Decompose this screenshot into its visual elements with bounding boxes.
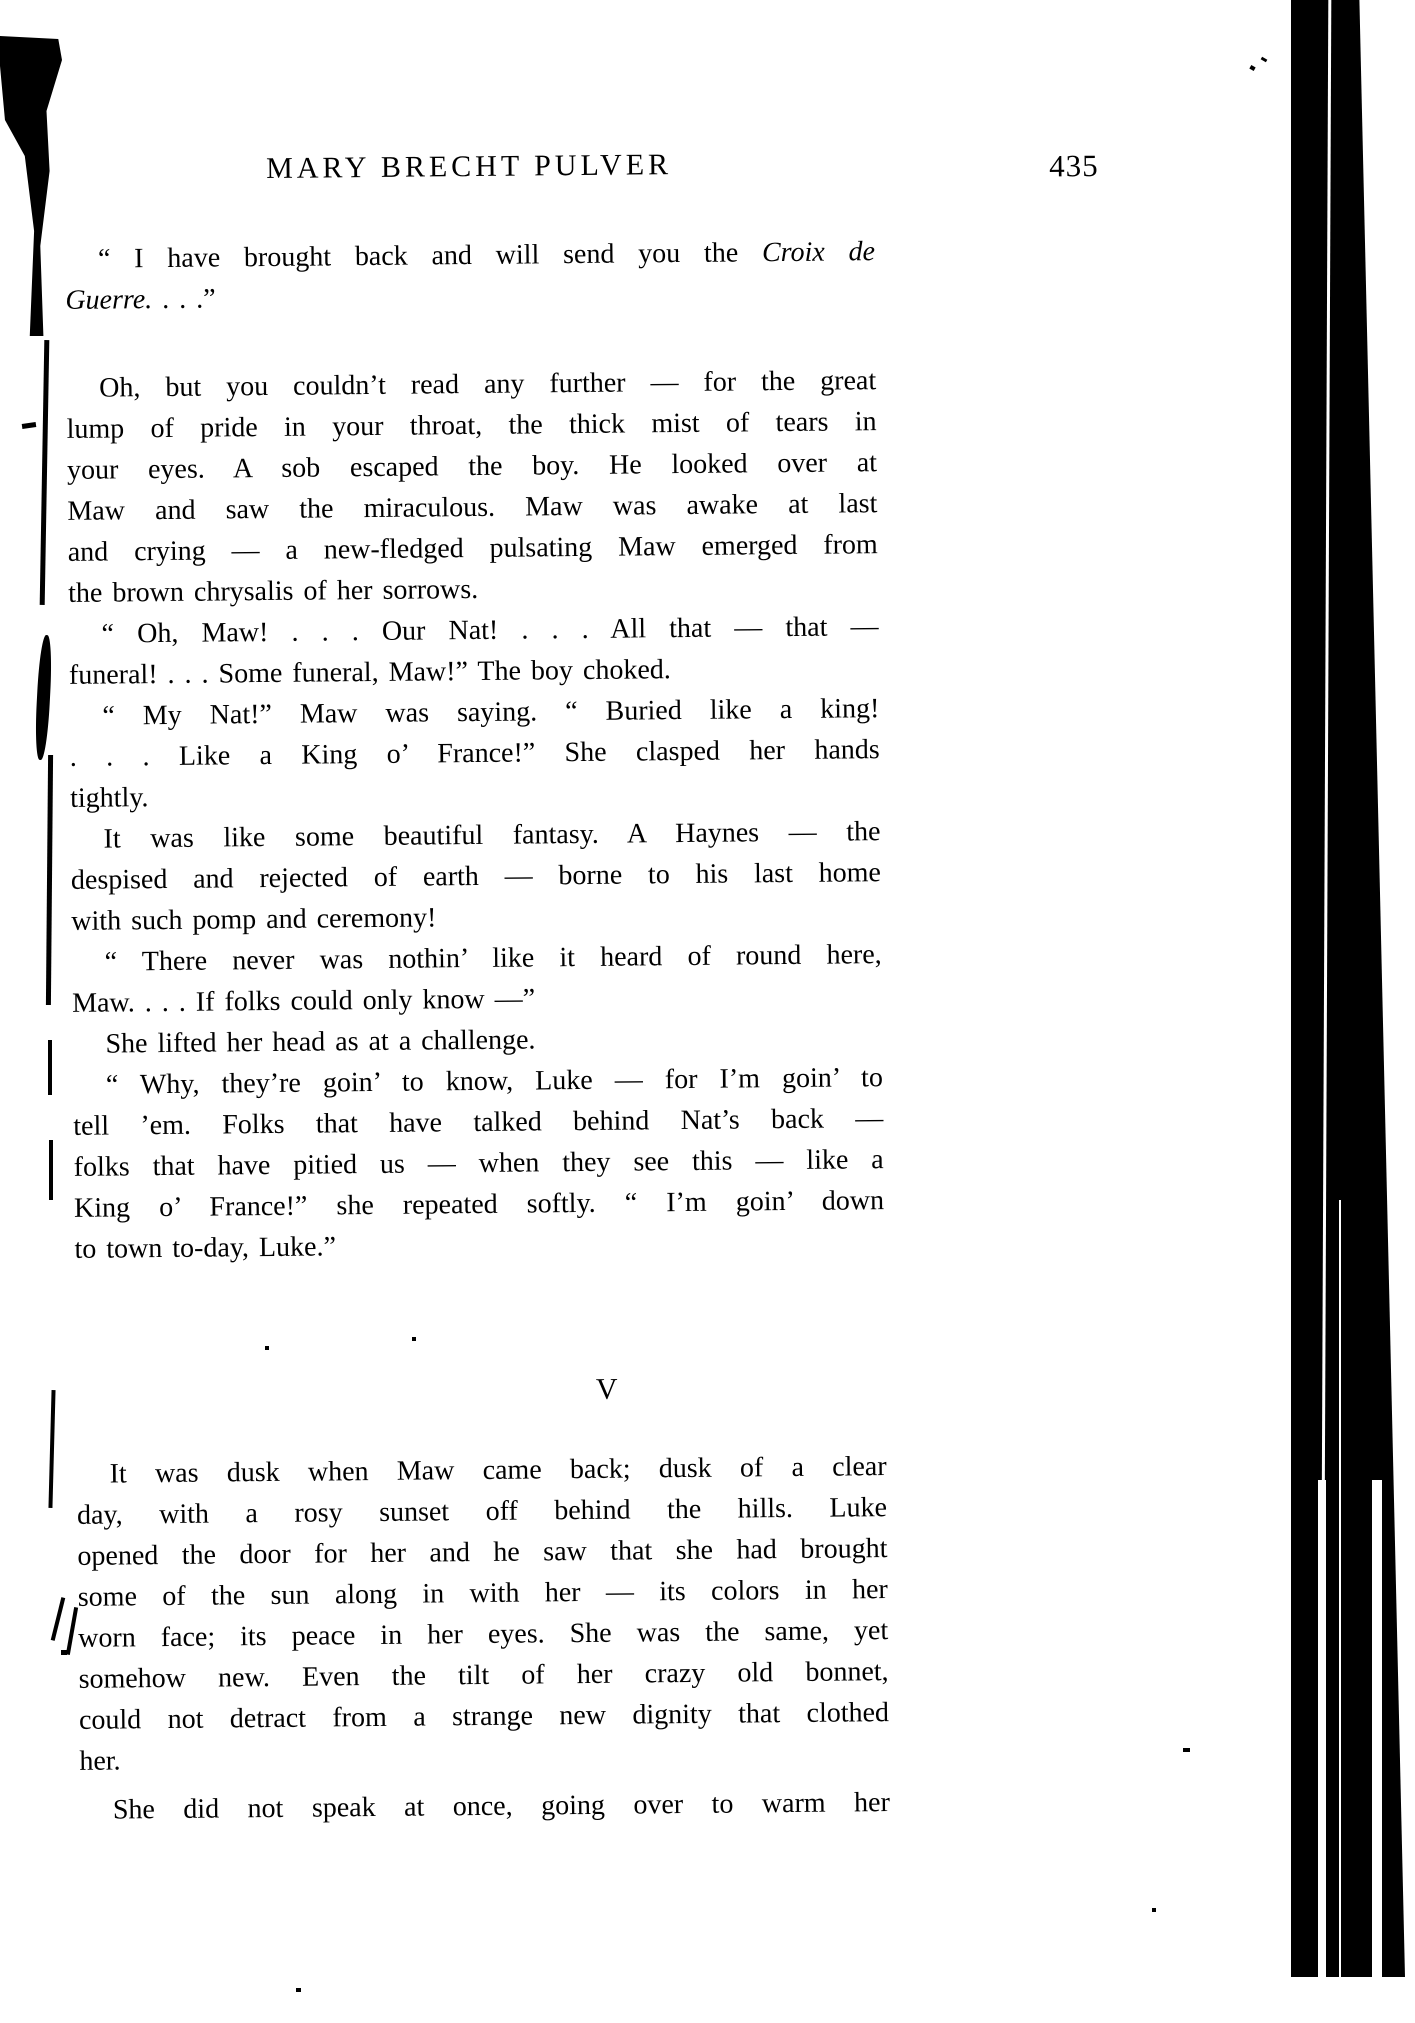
italic-text: Croix de — [761, 236, 876, 269]
text-line — [79, 1733, 889, 1782]
section — [76, 1366, 890, 1831]
text: despised and rejected of earth — borne to his last home — [70, 857, 882, 896]
paragraph — [70, 811, 881, 942]
text: She did not speak at once, going over to warm her — [112, 1787, 890, 1826]
scan-artifact-left-dash — [22, 422, 37, 429]
paragraph — [76, 1446, 889, 1782]
scan-artifact-bar-gap — [1318, 1480, 1326, 1977]
paragraph — [68, 606, 879, 696]
text: the brown chrysalis of her sorrows. — [68, 573, 479, 609]
scan-artifact-speck — [1249, 65, 1255, 71]
running-header — [64, 146, 1099, 195]
text: day, with a rosy sunset off behind the hills. Luke — [76, 1492, 888, 1531]
text-line — [71, 852, 881, 901]
text-line — [68, 524, 878, 573]
body-sections — [65, 231, 890, 1831]
text-line — [70, 729, 880, 778]
scan-artifact-bar-gap — [1372, 1480, 1382, 1977]
italic-text: Guerre. — [65, 284, 153, 316]
section — [65, 231, 885, 1270]
text: It was dusk when Maw came back; dusk of a clear — [109, 1451, 887, 1490]
scan-artifact-left-tick — [48, 1390, 55, 1508]
scan-artifact-left-blot — [34, 635, 54, 761]
text: opened the door for her and he saw that she had brought — [77, 1533, 888, 1572]
text: . . .” — [152, 283, 216, 316]
running-header-author: MARY BRECHT PULVER — [265, 148, 673, 185]
text: Maw. . . . If folks could only know —” — [71, 983, 536, 1019]
paragraph — [65, 231, 876, 321]
text-line — [65, 231, 875, 280]
paragraph — [73, 1057, 885, 1270]
text-line — [74, 1180, 884, 1229]
scan-artifact-speck — [296, 1988, 301, 1992]
text: “ There never was nothin’ like it heard of round here, — [104, 939, 882, 978]
text: King o’ France!” she repeated softly. “ I’m goin’ down — [73, 1185, 885, 1224]
text: somehow new. Even the tilt of her crazy old bonnet, — [78, 1656, 889, 1695]
text: funeral! . . . Some funeral, Maw!” The boy choked. — [68, 654, 671, 691]
scan-artifact-speck — [1183, 1748, 1190, 1752]
text: lump of pride in your throat, the thick mist of tears in — [66, 406, 877, 445]
text-line — [65, 272, 875, 321]
text: worn face; its peace in her eyes. She was the same, yet — [78, 1615, 889, 1654]
text: She lifted her head as at a challenge. — [105, 1024, 536, 1060]
scan-artifact-left-line — [40, 340, 50, 605]
text: to town to-day, Luke.” — [74, 1231, 337, 1265]
scan-artifact-left-tick — [51, 1597, 66, 1641]
paragraph — [72, 934, 883, 1024]
text: . . . Like a King o’ France!” She clasped her hands — [69, 734, 880, 773]
scan-artifact-left-tick — [66, 1607, 78, 1655]
scan-artifact-left-tick — [48, 1040, 52, 1095]
text: folks that have pitied us — when they see this — like a — [73, 1144, 884, 1183]
text: It was like some beautiful fantasy. A Haynes — the — [103, 816, 881, 855]
text-line — [80, 1782, 890, 1831]
text: Oh, but you couldn’t read any further — for the great — [99, 365, 877, 404]
paragraph — [66, 360, 878, 614]
scan-artifact-bar-gap — [1339, 1200, 1341, 1977]
text-line — [68, 606, 878, 655]
section-heading: V — [595, 1372, 618, 1406]
text: her. — [79, 1745, 121, 1777]
page-text — [64, 146, 1099, 1831]
text: tell ’em. Folks that have talked behind Nat’s back — — [73, 1103, 884, 1142]
scan-artifact-left-tick — [49, 1140, 53, 1200]
text: “ My Nat!” Maw was saying. “ Buried like a king! — [102, 693, 880, 732]
scan-artifact-speck — [1261, 57, 1268, 63]
page-number: 435 — [1048, 147, 1099, 184]
text: “ Oh, Maw! . . . Our Nat! . . . All that — that — — [101, 611, 879, 650]
text-line — [79, 1692, 889, 1741]
text: “ I have brought back and will send you the — [97, 237, 763, 275]
scan-artifact-left-line — [46, 755, 53, 1005]
text: your eyes. A sob escaped the boy. He looked over at — [66, 447, 878, 486]
text: “ Why, they’re goin’ to know, Luke — for I’m goin’ to — [105, 1062, 884, 1101]
text: tightly. — [70, 782, 149, 814]
text: some of the sun along in with her — its colors in her — [77, 1574, 888, 1613]
text: Maw and saw the miraculous. Maw was awake at last — [67, 488, 878, 527]
text-line — [74, 1221, 884, 1270]
scan-artifact-left-blob — [0, 36, 62, 336]
paragraph — [69, 688, 880, 819]
text: and crying — a new-fledged pulsating Maw emerged from — [67, 529, 878, 568]
scan-artifact-right-bar — [1291, 0, 1405, 1977]
text: with such pomp and ceremony! — [71, 902, 437, 937]
text-line — [72, 934, 882, 983]
scan-artifact-speck — [1152, 1908, 1156, 1912]
paragraph — [80, 1782, 890, 1831]
text: could not detract from a strange new dignity that clothed — [78, 1697, 890, 1736]
scan-artifact-speck — [61, 1650, 67, 1655]
